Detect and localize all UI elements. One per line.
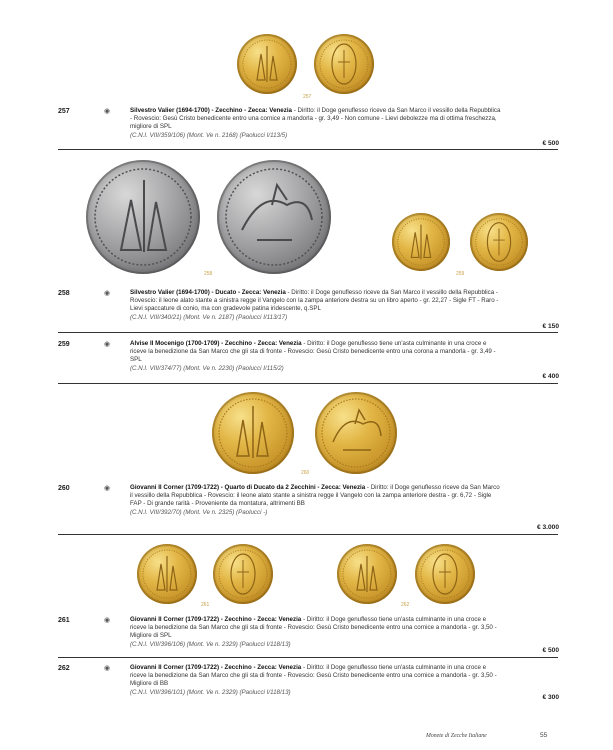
lot-price: € 150 [542, 323, 559, 330]
lot-price: € 500 [542, 647, 559, 654]
image-ref-258: 258 [204, 271, 213, 277]
eye-icon[interactable]: ◉ [104, 617, 111, 624]
lot-price: € 3.000 [537, 524, 559, 531]
lot-citation: (C.N.I. VIII/392/70) (Mont. Ve n. 2325) (Paolucci -) [130, 508, 268, 516]
coin-reverse-261 [213, 544, 273, 604]
lot-text: - Diritto: il Doge genuflesso tiene un'asta culminante in una croce e riceve la benedizione da San Marco che gli sta di fronte - Rovescio: Gesù Cristo benedicente entro una corona a mandorla - gr. 3,49 - SPL [130, 340, 496, 364]
image-ref-262: 262 [401, 602, 410, 608]
lot-number: 259 [58, 341, 70, 348]
page-number: 55 [540, 732, 548, 739]
lot-title: Giovanni II Corner (1709-1722) - Zecchino - Zecca: Venezia [130, 664, 302, 671]
coin-reverse-262 [415, 544, 475, 604]
image-ref-260: 260 [301, 470, 310, 476]
coin-obverse-262 [337, 544, 397, 604]
lot-description [130, 289, 502, 322]
lot-description [130, 616, 502, 649]
eye-icon[interactable]: ◉ [104, 665, 111, 672]
lot-citation: (C.N.I. VIII/396/101) (Mont. Ve n. 2329) (Paolucci I/118/13) [130, 688, 291, 696]
coin-obverse-258 [86, 160, 200, 274]
divider [58, 657, 558, 658]
image-ref-261: 261 [201, 602, 210, 608]
coin-obverse-257 [237, 34, 297, 94]
lot-number: 258 [58, 290, 70, 297]
image-ref-259: 259 [456, 271, 465, 277]
lot-price: € 400 [542, 373, 559, 380]
lot-citation: (C.N.I. VIII/396/106) (Mont. Ve n. 2329) (Paolucci I/118/13) [130, 640, 291, 648]
divider [58, 149, 558, 150]
divider [58, 332, 558, 333]
lot-text: - Diritto: il Doge genuflesso riceve da San Marco il vessillo della Repubblica - Rovescio: Gesù Cristo benedicente entro una cornice a mandorla - gr. 3,49 - Non comune - Lievi debolezze ma di ottima freschezza, migliore di SPL [130, 107, 501, 131]
image-ref-257: 257 [303, 94, 312, 100]
lot-text: - Diritto: il Doge genuflesso tiene un'asta culminante in una croce e riceve la benedizione da San Marco che gli sta di fronte - Rovescio: Gesù Cristo benedicente entro una cornice a mandorla - gr. 3,50 - Migliore di BB [130, 664, 497, 688]
divider [58, 534, 558, 535]
coin-obverse-260 [212, 392, 294, 474]
lot-description [130, 107, 502, 140]
lot-number: 261 [58, 617, 70, 624]
lot-citation: (C.N.I. VIII/359/106) (Mont. Ve n. 2168) (Paolucci I/113/5) [130, 131, 288, 139]
coin-reverse-259 [470, 213, 528, 271]
lot-price: € 500 [542, 140, 559, 147]
coin-reverse-260 [315, 392, 397, 474]
lot-citation: (C.N.I. VIII/340/21) (Mont. Ve n. 2187) (Paolucci I/113/17) [130, 313, 288, 321]
lot-price: € 300 [542, 694, 559, 701]
eye-icon[interactable]: ◉ [104, 485, 111, 492]
coin-reverse-257 [314, 34, 374, 94]
lot-citation: (C.N.I. VIII/374/77) (Mont. Ve n. 2230) (Paolucci I/115/2) [130, 364, 284, 372]
lot-text: - Diritto: il Doge genuflesso tiene un'asta culminante in una croce e riceve la benedizione da San Marco che gli sta di fronte - Rovescio: Gesù Cristo benedicente entro una cornice a mandorla - gr. 3,50 - Migliore di SPL [130, 616, 497, 640]
lot-number: 262 [58, 665, 70, 672]
lot-title: Silvestro Valier (1694-1700) - Zecchino - Zecca: Venezia [130, 107, 292, 114]
coin-obverse-261 [137, 544, 197, 604]
lot-number: 257 [58, 108, 70, 115]
lot-text: - Diritto: il Doge genuflesso riceve da San Marco il vessillo della Repubblica - Rovescio: il leone alato stante a sinistra regge il Vangelo con la zampa anteriore destra - gr. 6,72 - Sigle FAP - Di grande rarità - Proveniente da montatura, altrimenti BB [130, 484, 500, 508]
coin-reverse-258 [217, 160, 331, 274]
eye-icon[interactable]: ◉ [104, 290, 111, 297]
lot-text: - Diritto: il Doge genuflesso riceve da San Marco il vessillo della Repubblica - Rovescio: il leone alato stante a sinistra regge il Vangelo con la zampa anteriore destra su un libro aperto - gr. 22,27 - Sigle FT - Raro - Lievi spaccature di conio, ma con gradevole patina iridescente, q.SPL [130, 289, 499, 313]
lot-description [130, 664, 502, 697]
divider [58, 383, 558, 384]
lot-description [130, 340, 502, 373]
footer-title: Monete di Zecche Italiane [426, 733, 487, 739]
lot-title: Silvestro Valier (1694-1700) - Ducato - Zecca: Venezia [130, 289, 286, 296]
lot-description [130, 484, 502, 517]
lot-title: Alvise II Mocenigo (1700-1709) - Zecchino - Zecca: Venezia [130, 340, 302, 347]
eye-icon[interactable]: ◉ [104, 341, 111, 348]
lot-title: Giovanni II Corner (1709-1722) - Zecchino - Zecca: Venezia [130, 616, 302, 623]
eye-icon[interactable]: ◉ [104, 108, 111, 115]
coin-obverse-259 [392, 213, 450, 271]
lot-title: Giovanni II Corner (1709-1722) - Quarto di Ducato da 2 Zecchini - Zecca: Venezia [130, 484, 366, 491]
lot-number: 260 [58, 485, 70, 492]
